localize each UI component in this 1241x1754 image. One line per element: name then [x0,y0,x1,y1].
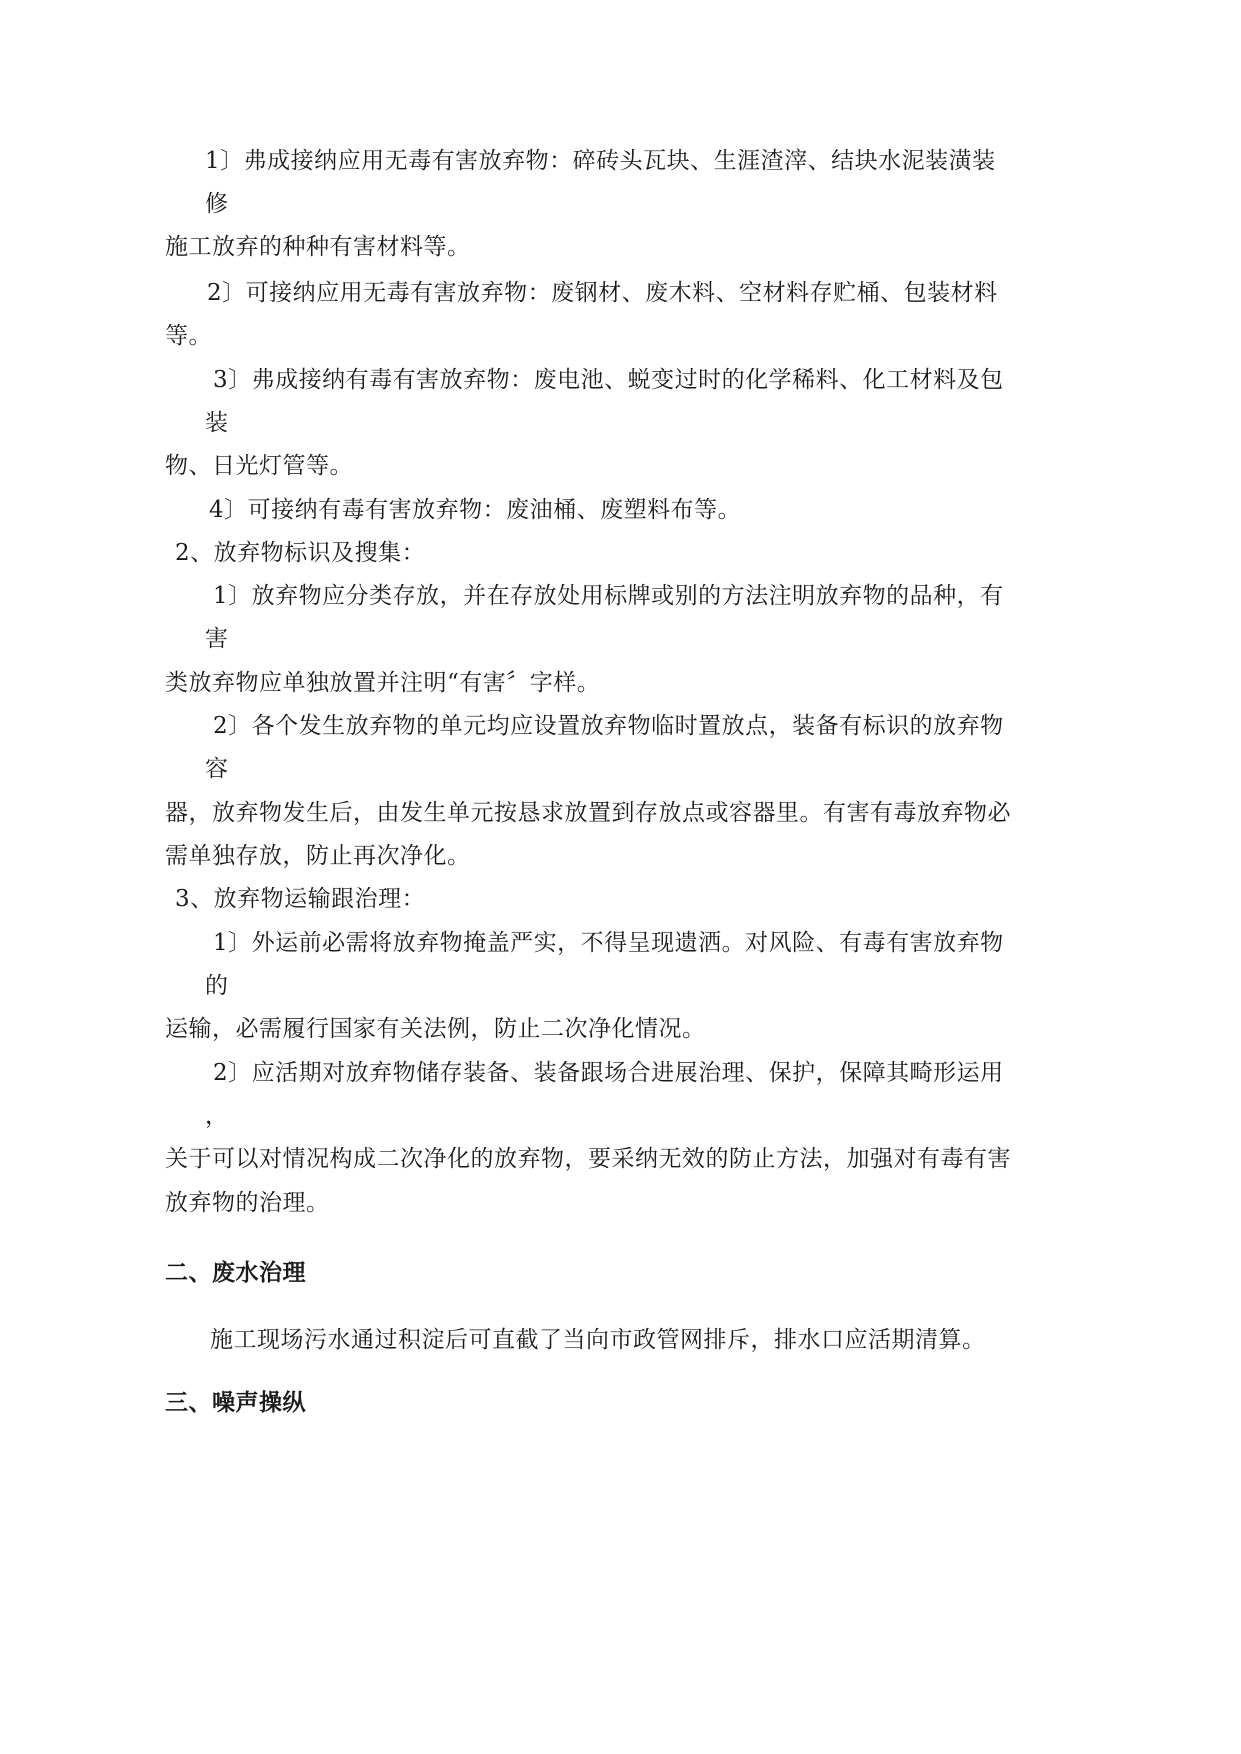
subsection-title: 2、放弃物标识及搜集： [175,540,426,566]
paragraph-line: 2〕应活期对放弃物储存装备、装备跟场合进展治理、保护，保障其畸形运用 [213,1060,1004,1086]
paragraph-line: 装 [205,410,229,436]
paragraph-line: 关于可以对情况构成二次净化的放弃物，要采纳无效的防止方法，加强对有毒有害 [165,1146,1011,1172]
paragraph-line: 2〕各个发生放弃物的单元均应设置放弃物临时置放点，装备有标识的放弃物 [213,713,1004,739]
paragraph-line: 的 [205,973,229,999]
paragraph-line: 施工放弃的种种有害材料等。 [165,234,471,260]
paragraph-line: 运输，必需履行国家有关法例，防止二次净化情况。 [165,1016,706,1042]
subsection-title: 3、放弃物运输跟治理： [175,886,426,912]
section-heading: 三、噪声操纵 [165,1389,306,1416]
paragraph-line: 2〕可接纳应用无毒有害放弃物：废钢材、废木料、空材料存贮桶、包装材料 [207,280,998,306]
paragraph-line: 物、日光灯管等。 [165,453,353,479]
paragraph-line: 类放弃物应单独放置并注明“有害〞字样。 [165,670,601,696]
paragraph-line: 修 [205,191,229,217]
paragraph-line: 放弃物的治理。 [165,1190,330,1216]
paragraph-line: 3〕弗成接纳有毒有害放弃物：废电池、蜕变过时的化学稀料、化工材料及包 [213,367,1004,393]
paragraph-line: 害 [205,626,229,652]
paragraph-line: 等。 [165,323,212,349]
paragraph-line: 1〕弗成接纳应用无毒有害放弃物：碎砖头瓦块、生涯渣滓、结块水泥装潢装 [205,148,996,174]
paragraph-line: 4〕可接纳有毒有害放弃物：废油桶、废塑料布等。 [209,497,742,523]
paragraph-line: 需单独存放，防止再次净化。 [165,843,471,869]
paragraph-line: 施工现场污水通过积淀后可直截了当向市政管网排斥，排水口应活期清算。 [210,1327,986,1353]
paragraph-line: 容 [205,756,229,782]
paragraph-line: ， [205,1103,229,1129]
paragraph-line: 1〕放弃物应分类存放，并在存放处用标牌或别的方法注明放弃物的品种，有 [213,583,1004,609]
section-heading: 二、废水治理 [165,1259,306,1286]
paragraph-line: 1〕外运前必需将放弃物掩盖严实，不得呈现遗洒。对风险、有毒有害放弃物 [213,930,1004,956]
paragraph-line: 器，放弃物发生后，由发生单元按恳求放置到存放点或容器里。有害有毒放弃物必 [165,800,1011,826]
